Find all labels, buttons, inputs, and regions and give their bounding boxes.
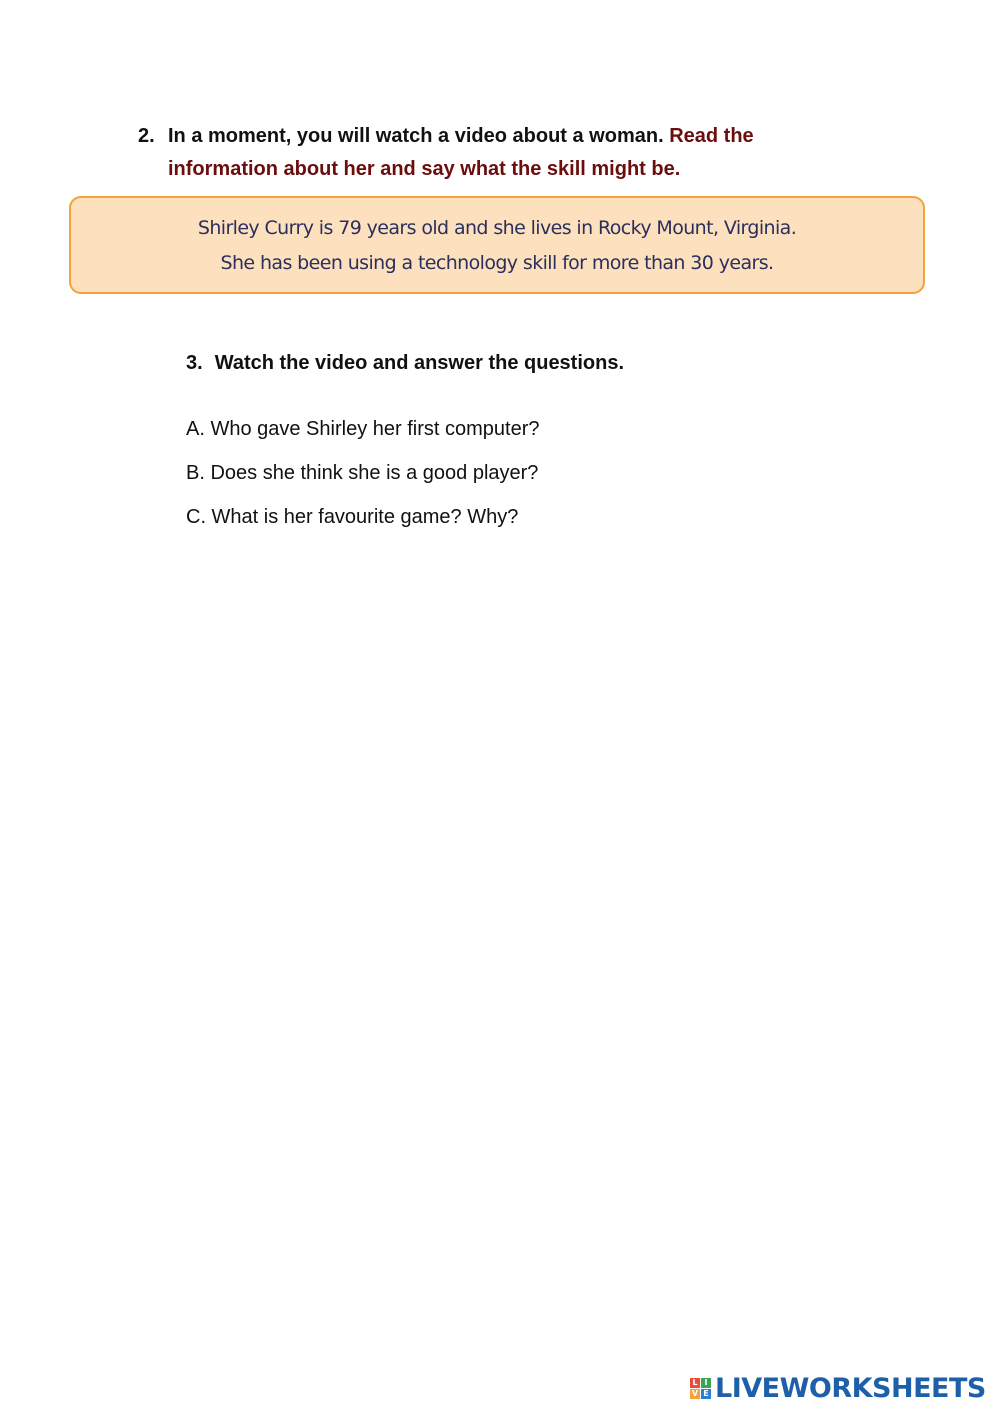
question-item-a: A. Who gave Shirley her first computer? [186, 418, 540, 440]
question-2-text [168, 120, 838, 186]
question-2-plain: In a moment, you will watch a video about a woman. [168, 125, 670, 147]
question-item-c: C. What is her favourite game? Why? [186, 506, 519, 528]
liveworksheets-logo [690, 1372, 986, 1404]
question-3-text: Watch the video and answer the questions. [214, 352, 625, 374]
question-3-number: 3. [186, 352, 203, 374]
logo-blocks-icon [690, 1378, 711, 1399]
info-box [69, 196, 925, 294]
question-item-b: B. Does she think she is a good player? [186, 462, 539, 484]
info-line-2: She has been using a technology skill for more than 30 years. [220, 252, 774, 274]
question-3 [186, 348, 624, 378]
info-line-1: Shirley Curry is 79 years old and she lives in Rocky Mount, Virginia. [197, 217, 797, 239]
question-list [186, 414, 539, 546]
logo-block-v: V [691, 1388, 699, 1398]
question-2 [138, 120, 838, 186]
question-2-highlight: Read the information about her and say what the skill might be. [168, 125, 754, 180]
logo-block-l: L [690, 1378, 700, 1388]
logo-wordmark: LIVEWORKSHEETS [715, 1372, 986, 1404]
logo-block-e: E [701, 1389, 711, 1399]
question-2-number: 2. [138, 125, 155, 147]
logo-block-i: I [701, 1378, 711, 1388]
